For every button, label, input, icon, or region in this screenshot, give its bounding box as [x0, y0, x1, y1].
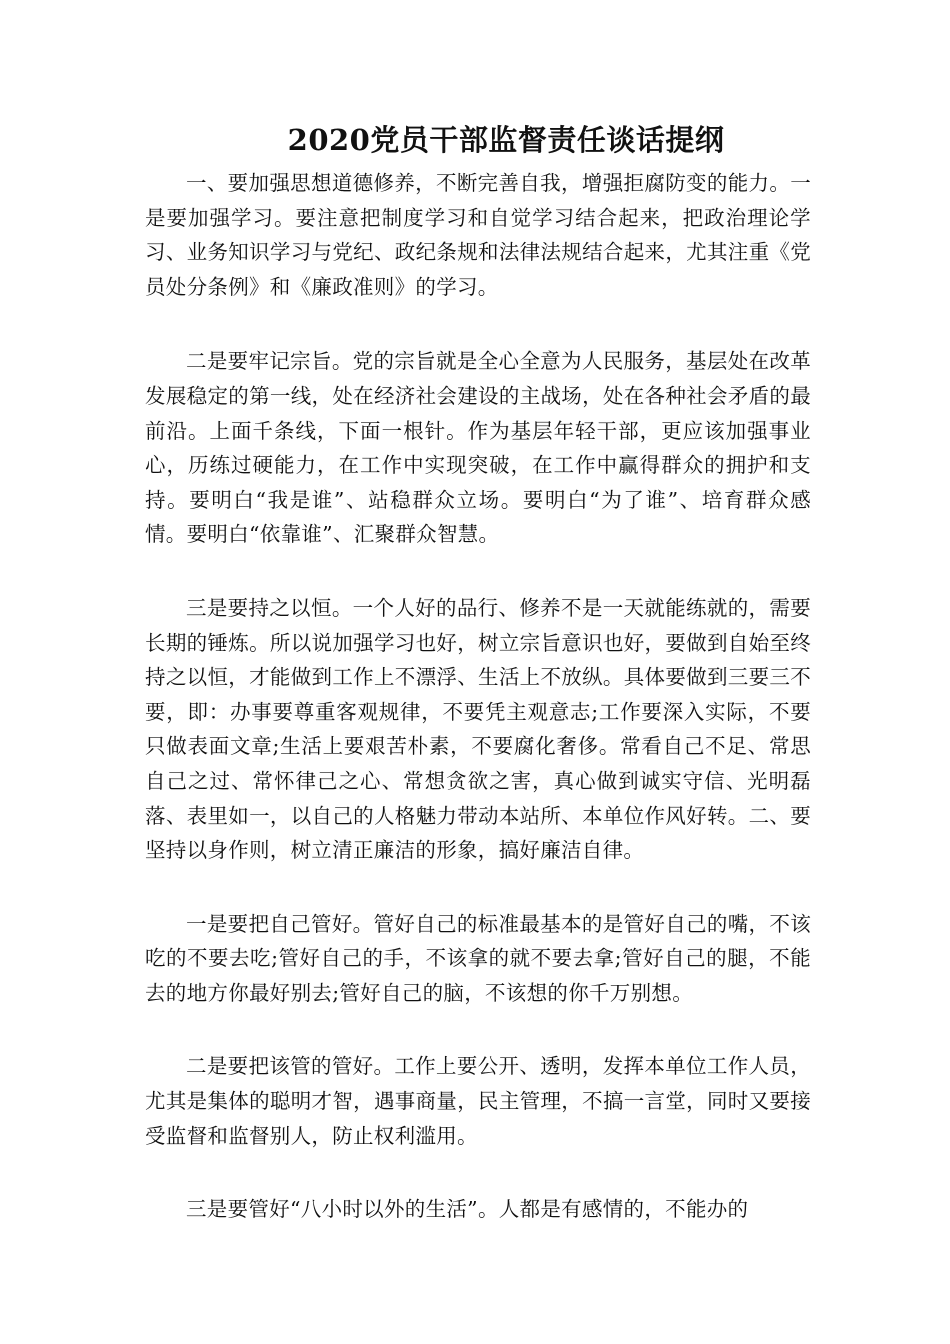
paragraph-4: 一是要把自己管好。管好自己的标准最基本的是管好自己的嘴，不该吃的不要去吃;管好自己的手，不该拿的就不要去拿;管好自己的腿，不能去的地方你最好别去;管好自己的脑，不该想的你千万别想。 [145, 911, 811, 1005]
document-title: 2020党员干部监督责任谈话提纲 [287, 123, 725, 157]
paragraph-1: 一、要加强思想道德修养，不断完善自我，增强拒腐防变的能力。一是要加强学习。要注意把制度学习和自觉学习结合起来，把政治理论学习、业务知识学习与党纪、政纪条规和法律法规结合起来，尤其注重《党员处分条例》和《廉政准则》的学习。 [145, 171, 811, 299]
document-body [145, 166, 811, 1266]
paragraph-2: 二是要牢记宗旨。党的宗旨就是全心全意为人民服务，基层处在改革发展稳定的第一线，处在经济社会建设的主战场，处在各种社会矛盾的最前沿。上面千条线，下面一根针。作为基层年轻干部，更应该加强事业心，历练过硬能力，在工作中实现突破，在工作中赢得群众的拥护和支持。要明白“我是谁”、站稳群众立场。要明白“为了谁”、培育群众感情。要明白“依靠谁”、汇聚群众智慧。 [145, 349, 811, 547]
paragraph-6: 三是要管好“八小时以外的生活”。人都是有感情的，不能办的 [186, 1197, 749, 1222]
paragraph-3: 三是要持之以恒。一个人好的品行、修养不是一天就能练就的，需要长期的锤炼。所以说加强学习也好，树立宗旨意识也好，要做到自始至终持之以恒，才能做到工作上不漂浮、生活上不放纵。具体要做到三要三不要，即：办事要尊重客观规律，不要凭主观意志;工作要深入实际，不要只做表面文章;生活上要艰苦朴素，不要腐化奢侈。常看自己不足、常思自己之过、常怀律己之心、常想贪欲之害，真心做到诚实守信、光明磊落、表里如一，以自己的人格魅力带动本站所、本单位作风好转。二、要坚持以身作则，树立清正廉洁的形象，搞好廉洁自律。 [145, 595, 811, 863]
paragraph-5: 二是要把该管的管好。工作上要公开、透明，发挥本单位工作人员，尤其是集体的聪明才智，遇事商量，民主管理，不搞一言堂，同时又要接受监督和监督别人，防止权利滥用。 [145, 1054, 811, 1148]
